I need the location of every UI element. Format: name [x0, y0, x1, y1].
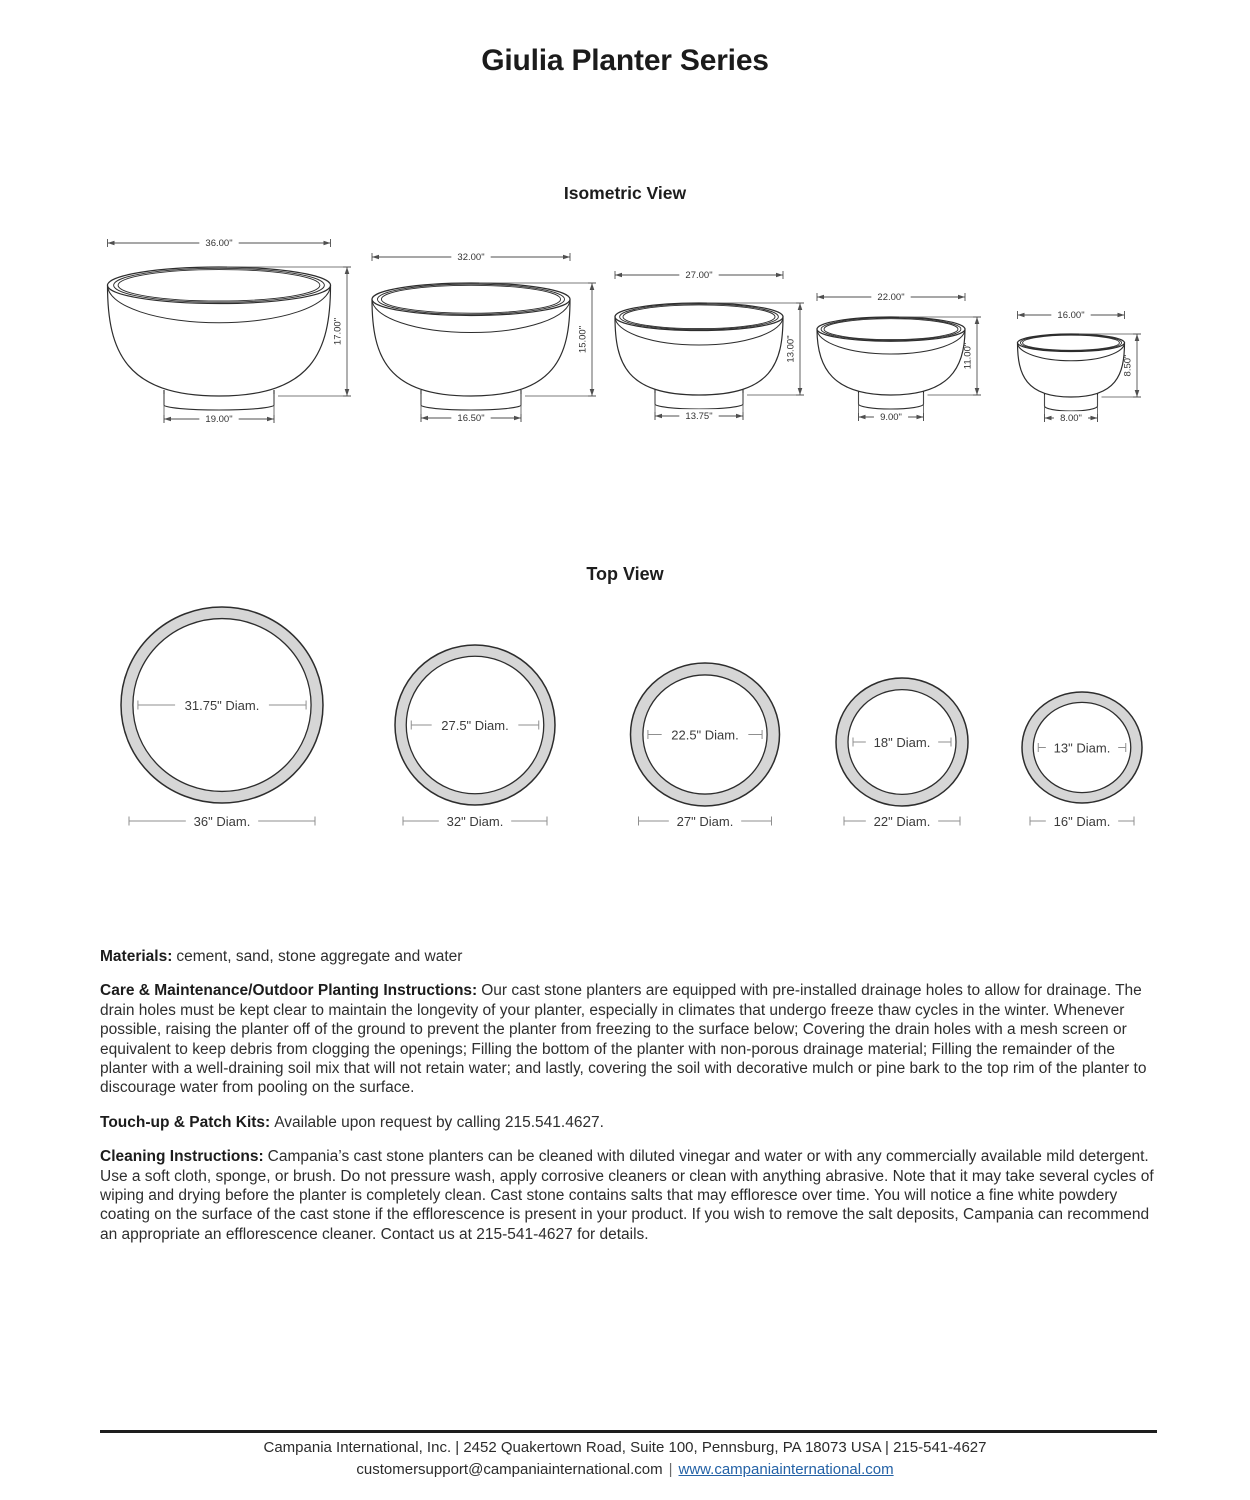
footer: [0, 1437, 1250, 1481]
iso-height-label: 17.00": [332, 317, 344, 346]
iso-height-label: 8.50": [1122, 354, 1134, 377]
top-outer-diam-label: 16" Diam.: [1053, 814, 1111, 829]
planter-drawing: [1018, 308, 1142, 425]
page-title: Giulia Planter Series: [481, 44, 769, 77]
footer-contact-line: [0, 1459, 1250, 1481]
planter-top-view: [395, 645, 555, 830]
top-opening-diam-label: 18" Diam.: [873, 735, 931, 750]
iso-height-label: 13.00": [785, 335, 797, 363]
iso-top-width-label: 36.00": [205, 238, 233, 249]
top-outer-diam-label: 32" Diam.: [446, 814, 504, 829]
touch-up-section: [100, 1113, 1158, 1132]
cleaning-label: Cleaning Instructions:: [100, 1148, 264, 1166]
iso-top-width-label: 32.00": [457, 252, 485, 263]
iso-base-width-label: 13.75": [685, 411, 713, 422]
footer-rule: [100, 1430, 1157, 1433]
planter-drawing: [615, 268, 804, 423]
footer-separator: |: [668, 1461, 673, 1478]
care-maintenance-label: Care & Maintenance/Outdoor Planting Instructions:: [100, 982, 478, 1000]
iso-height-label: 11.00": [962, 342, 974, 370]
iso-top-width-label: 16.00": [1057, 310, 1085, 321]
materials-label: Materials:: [100, 948, 173, 965]
top-outer-diam-label: 27" Diam.: [676, 814, 734, 829]
top-opening-diam-label: 22.5" Diam.: [671, 727, 739, 743]
top-opening-diam-label: 31.75" Diam.: [184, 698, 260, 713]
planter-drawing: [108, 236, 352, 426]
footer-email: customersupport@campaniainternational.com: [356, 1461, 663, 1478]
care-maintenance-text: Our cast stone planters are equipped with pre-installed drainage holes to allow for drainage. The drain holes must be kept clear to maintain the longevity of your planter, especially in climates that undergo freeze thaw cycles in the winter. Whenever possible, raising the planter off of the ground to prevent the planter from freezing to the surface below; Covering the drain holes with a mesh screen or equivalent to keep debris from clogging the openings; Filling the bottom of the planter with non-porous drainage material; Filling the remainder of the planter with a well-draining soil mix that will not retain water; and lastly, covering the soil with decorative mulch or pine bark to the top rim of the planter to discourage water from pooling on the surface.: [100, 982, 1147, 1097]
planter-top-view: [121, 607, 323, 830]
iso-base-width-label: 8.00": [1060, 413, 1082, 424]
care-maintenance-section: [100, 981, 1158, 1097]
top-view-heading: Top View: [586, 564, 664, 584]
iso-height-label: 15.00": [577, 325, 589, 354]
materials-text: cement, sand, stone aggregate and water: [176, 948, 463, 965]
iso-top-width-label: 22.00": [877, 292, 905, 303]
top-outer-diam-label: 22" Diam.: [873, 814, 931, 829]
planter-drawing: [372, 250, 596, 425]
top-outer-diam-label: 36" Diam.: [193, 814, 251, 829]
top-view-drawing: [0, 590, 1250, 835]
planter-top-view: [631, 663, 780, 830]
materials-section: [100, 947, 1158, 966]
cleaning-text: Campania’s cast stone planters can be cleaned with diluted vinegar and water or with any commercially available mild detergent. Use a soft cloth, sponge, or brush. Do not pressure wash, apply corrosive cleaners or clean with anything abrasive. Note that it may take several cycles of wiping and drying before the planter is completely clean. Cast stone contains salts that may effloresce over time. You will notice a fine white powdery coating on the surface of the cast stone if the efflorescence is present in your product. If you wish to remove the salt deposits, Campania can recommend an appropriate an efflorescence cleaner. Contact us at 215-541-4627 for details.: [100, 1148, 1154, 1243]
isometric-view-heading: Isometric View: [563, 183, 687, 203]
planter-top-view: [836, 678, 968, 830]
touch-up-text: Available upon request by calling 215.541.4627.: [274, 1113, 604, 1131]
isometric-drawing: [0, 225, 1250, 440]
iso-base-width-label: 9.00": [880, 412, 902, 423]
top-opening-diam-label: 27.5" Diam.: [441, 718, 509, 733]
top-opening-diam-label: 13" Diam.: [1053, 740, 1111, 756]
cleaning-section: [100, 1147, 1158, 1244]
footer-website-link[interactable]: www.campaniainternational.com: [678, 1461, 894, 1478]
touch-up-label: Touch-up & Patch Kits:: [100, 1113, 271, 1131]
footer-address-line: Campania International, Inc. | 2452 Quakertown Road, Suite 100, Pennsburg, PA 18073 USA | 215-541-4627: [263, 1439, 987, 1456]
planter-top-view: [1022, 692, 1142, 830]
instructions-text-block: [100, 947, 1158, 1259]
iso-base-width-label: 16.50": [457, 413, 485, 424]
iso-top-width-label: 27.00": [685, 270, 713, 281]
iso-base-width-label: 19.00": [205, 414, 233, 425]
planter-drawing: [817, 290, 981, 424]
